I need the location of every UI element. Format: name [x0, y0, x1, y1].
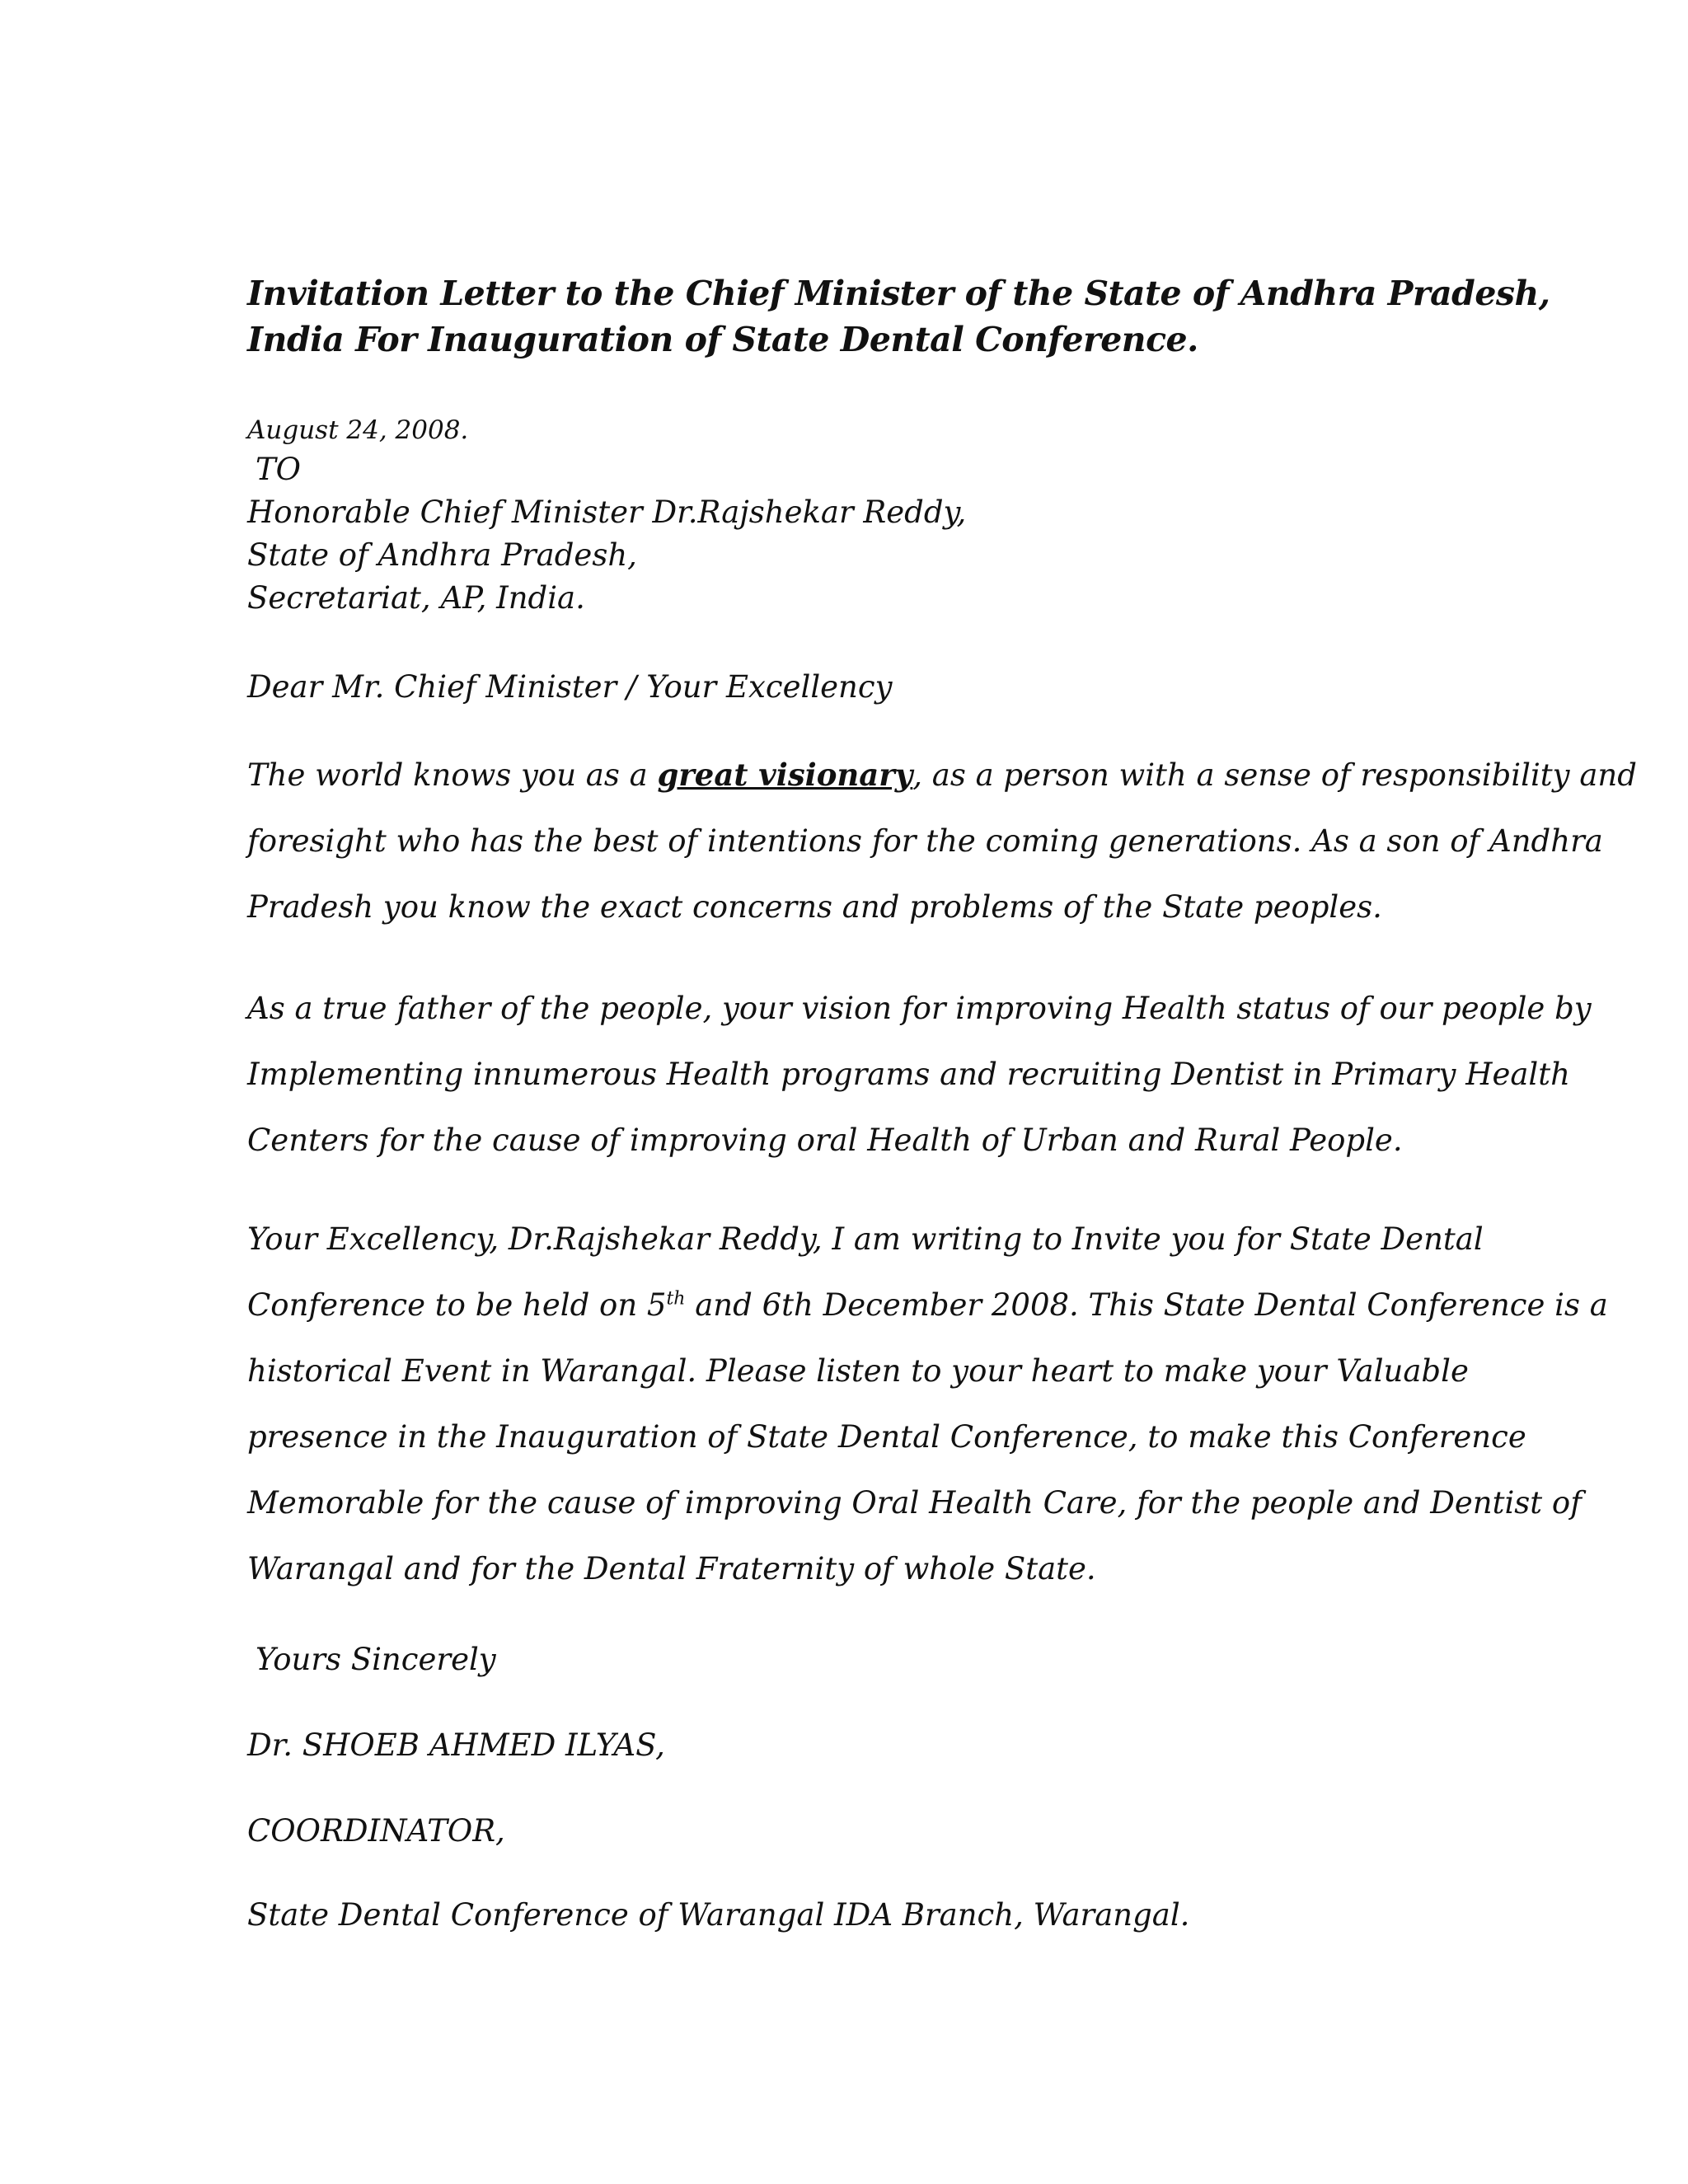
letter-date: August 24, 2008. — [247, 415, 469, 445]
paragraph-3-line-3: historical Event in Warangal. Please listen to your heart to make your Valuable — [247, 1353, 1469, 1389]
paragraph-2-line-3: Centers for the cause of improving oral Health of Urban and Rural People. — [247, 1122, 1403, 1158]
closing-phrase: Yours Sincerely — [256, 1642, 496, 1677]
paragraph-2 — [247, 976, 1592, 1174]
signer-name: Dr. SHOEB AHMED ILYAS, — [247, 1727, 665, 1763]
title-line-1: Invitation Letter to the Chief Minister of the State of Andhra Pradesh, — [247, 274, 1550, 313]
address-line-1: Honorable Chief Minister Dr.Rajshekar Reddy, — [247, 494, 967, 530]
address-line-2: State of Andhra Pradesh, — [247, 537, 637, 573]
paragraph-3-line-2 — [247, 1272, 1608, 1338]
paragraph-3-line-5: Memorable for the cause of improving Oral Health Care, for the people and Dentist of — [247, 1485, 1582, 1521]
paragraph-2-line-2: Implementing innumerous Health programs and recruiting Dentist in Primary Health — [247, 1057, 1570, 1092]
p3-line2-post: and 6th December 2008. This State Dental Conference is a — [685, 1287, 1608, 1323]
signer-role: COORDINATOR, — [247, 1813, 505, 1849]
paragraph-1-line-1 — [247, 742, 1637, 808]
recipient-address — [247, 448, 966, 620]
paragraph-2-line-1: As a true father of the people, your vision for improving Health status of our people by — [247, 991, 1592, 1026]
paragraph-1-line-3: Pradesh you know the exact concerns and problems of the State peoples. — [247, 889, 1382, 925]
letter-title — [247, 270, 1550, 363]
paragraph-1-line-2: foresight who has the best of intentions for the coming generations. As a son of Andhra — [247, 823, 1603, 859]
p3-line2-pre: Conference to be held on 5 — [247, 1287, 667, 1323]
paragraph-3 — [247, 1207, 1608, 1602]
address-to: TO — [256, 452, 302, 487]
address-line-3: Secretariat, AP, India. — [247, 580, 585, 616]
title-line-2: India For Inauguration of State Dental Conference. — [247, 320, 1198, 359]
paragraph-3-line-1: Your Excellency, Dr.Rajshekar Reddy, I am writing to Invite you for State Dental — [247, 1221, 1484, 1257]
paragraph-1 — [247, 742, 1637, 940]
paragraph-3-line-6: Warangal and for the Dental Fraternity of whole State. — [247, 1551, 1096, 1586]
signer-organization: State Dental Conference of Warangal IDA Branch, Warangal. — [247, 1897, 1190, 1933]
p1-post-bold: , as a person with a sense of responsibility and — [912, 757, 1637, 793]
p1-bold-phrase: great visionary — [657, 757, 913, 793]
salutation: Dear Mr. Chief Minister / Your Excellency — [247, 669, 893, 705]
p1-pre-bold: The world knows you as a — [247, 757, 658, 793]
p3-line2-superscript: th — [666, 1288, 686, 1310]
paragraph-3-line-4: presence in the Inauguration of State Dental Conference, to make this Conference — [247, 1419, 1526, 1455]
